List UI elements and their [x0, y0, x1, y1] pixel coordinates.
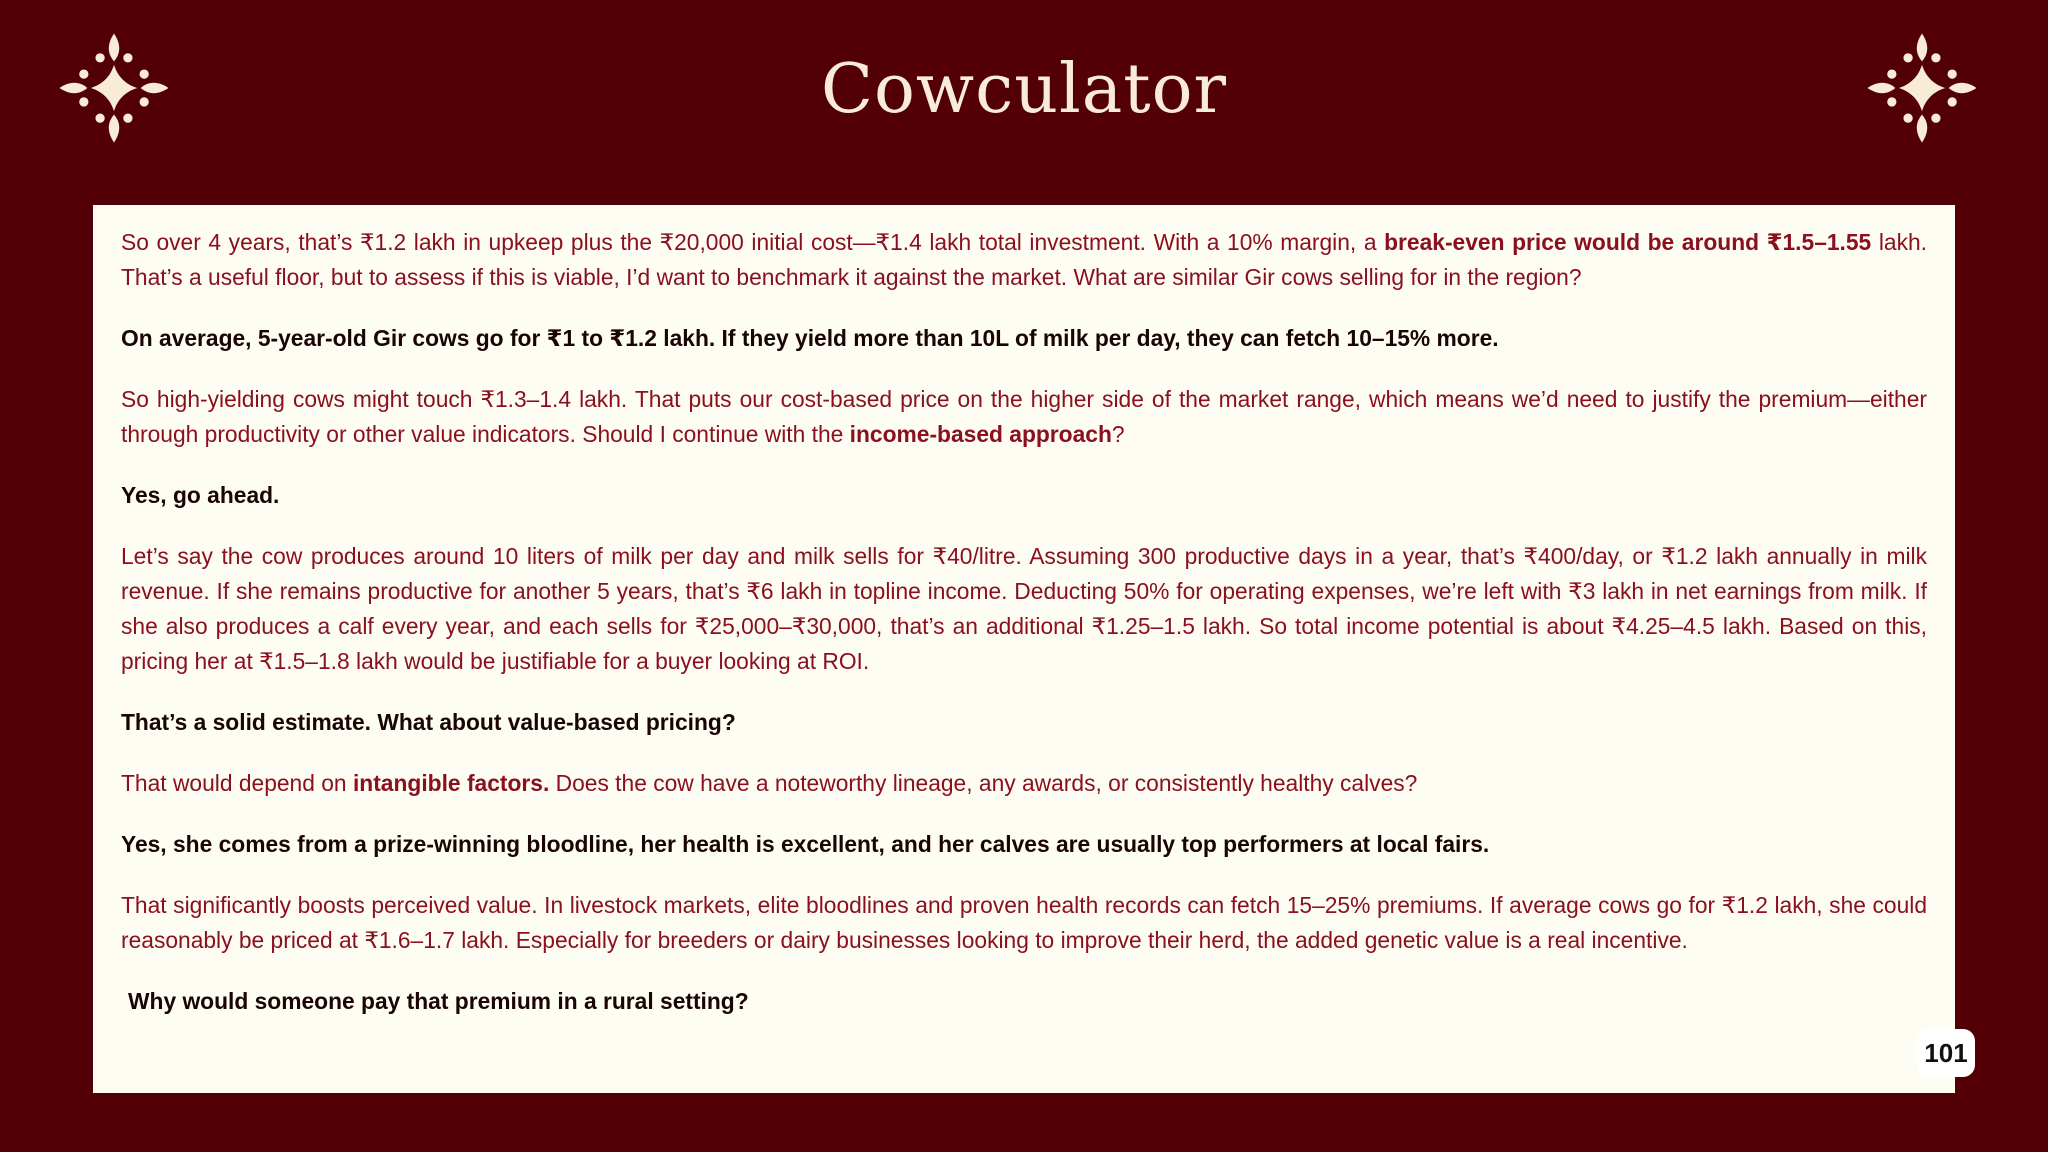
answer-paragraph-4: That would depend on intangible factors. Does the cow have a noteworthy lineage, any awards, or consistently healthy calves?	[121, 770, 1418, 796]
answer-paragraph-1: So over 4 years, that’s ₹1.2 lakh in upkeep plus the ₹20,000 initial cost—₹1.4 lakh total investment. With a 10% margin, a break-even price would be around ₹1.5–1.55 lakh. That’s a useful floor, but to assess if this is viable, I’d want to benchmark it against the market. What are similar Gir cows selling for in the region?	[121, 229, 1927, 290]
page-title: Cowculator	[820, 50, 1228, 129]
question-5: Why would someone pay that premium in a rural setting?	[128, 988, 749, 1014]
question-4: Yes, she comes from a prize-winning bloodline, her health is excellent, and her calves are usually top performers at local fairs.	[121, 831, 1490, 857]
question-2: Yes, go ahead.	[121, 482, 280, 508]
content-panel	[93, 205, 1955, 1093]
answer-paragraph-3: Let’s say the cow produces around 10 liters of milk per day and milk sells for ₹40/litre. Assuming 300 productive days in a year, that’s ₹400/day, or ₹1.2 lakh annually in milk revenue. If she remains productive for another 5 years, that’s ₹6 lakh in topline income. Deducting 50% for operating expenses, we’re left with ₹3 lakh in net earnings from milk. If she also produces a calf every year, and each sells for ₹25,000–₹30,000, that’s an additional ₹1.25–1.5 lakh. So total income potential is about ₹4.25–4.5 lakh. Based on this, pricing her at ₹1.5–1.8 lakh would be justifiable for a buyer looking at ROI.	[121, 543, 1927, 674]
answer-paragraph-5: That significantly boosts perceived value. In livestock markets, elite bloodlines and proven health records can fetch 15–25% premiums. If average cows go for ₹1.2 lakh, she could reasonably be priced at ₹1.6–1.7 lakh. Especially for breeders or dairy businesses looking to improve their herd, the added genetic value is a real incentive.	[121, 892, 1927, 953]
answer-paragraph-2: So high-yielding cows might touch ₹1.3–1.4 lakh. That puts our cost-based price on the higher side of the market range, which means we’d need to justify the premium—either through productivity or other value indicators. Should I continue with the income-based approach?	[121, 386, 1927, 447]
question-1: On average, 5-year-old Gir cows go for ₹1 to ₹1.2 lakh. If they yield more than 10L of milk per day, they can fetch 10–15% more.	[121, 325, 1499, 351]
question-3: That’s a solid estimate. What about value-based pricing?	[121, 709, 736, 735]
floral-ornament-icon	[1864, 30, 1980, 146]
page-number: 101	[1917, 1029, 1975, 1077]
